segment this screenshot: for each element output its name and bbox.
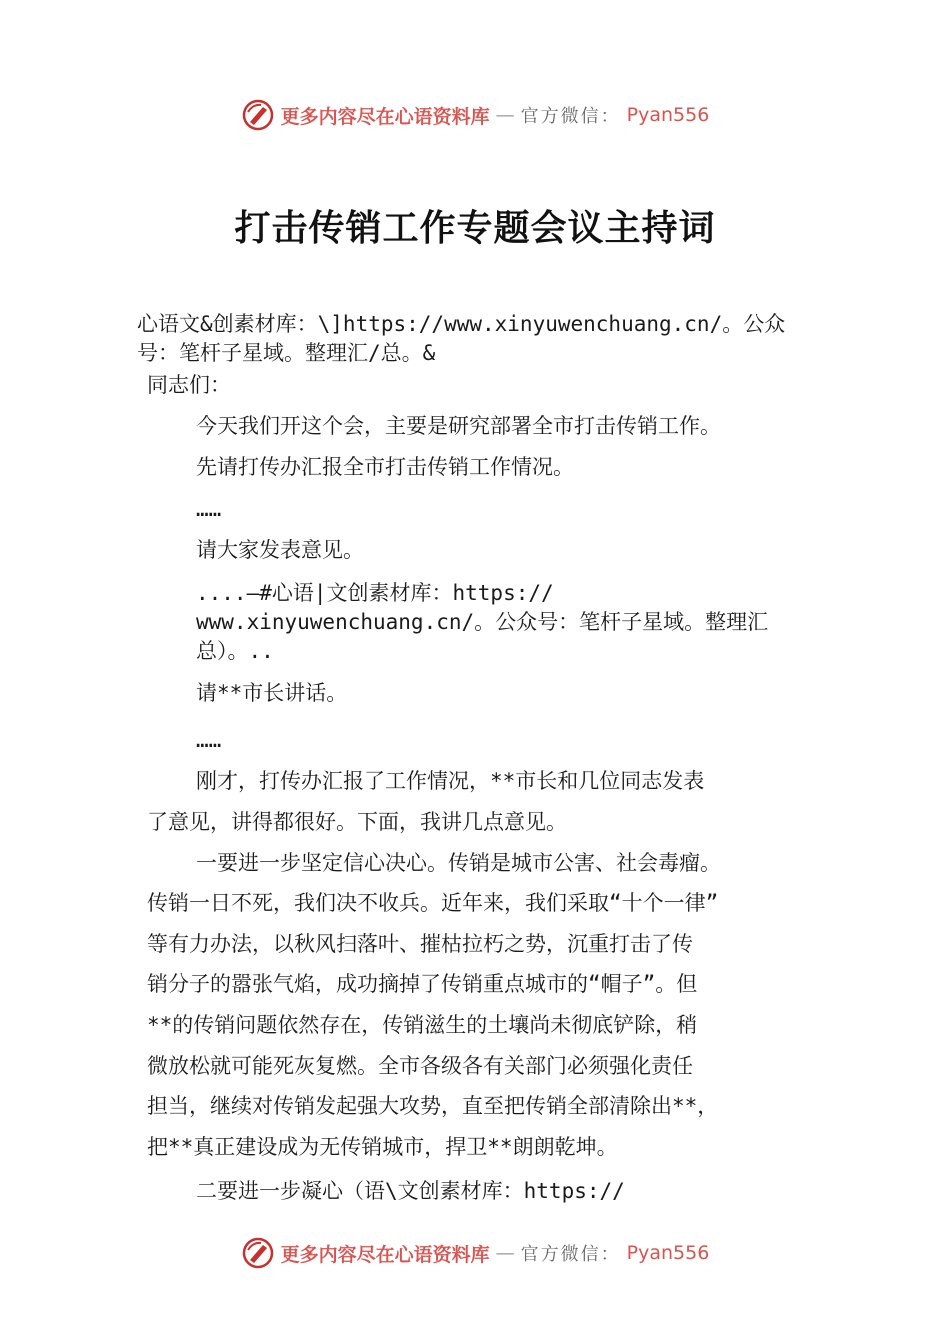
- logo-icon: [241, 1236, 275, 1270]
- banner-dash: —: [495, 1242, 515, 1264]
- body-line: 号：笔杆子星域。整理汇/总。&: [137, 341, 436, 365]
- header-banner: [0, 95, 950, 135]
- document-title: 打击传销工作专题会议主持词: [234, 207, 716, 249]
- body-line: 请大家发表意见。: [196, 538, 364, 562]
- banner-brand: 更多内容尽在心语资料库: [280, 1243, 490, 1266]
- body-line: 等有力办法，以秋风扫落叶、摧枯拉朽之势，沉重打击了传: [147, 932, 693, 956]
- body-line: ……: [196, 497, 222, 521]
- banner-brand: 更多内容尽在心语资料库: [280, 105, 490, 128]
- body-line: 刚才，打传办汇报了工作情况，**市长和几位同志发表: [196, 769, 705, 793]
- body-line: 传销一日不死，我们决不收兵。近年来，我们采取“十个一律”: [147, 891, 719, 915]
- body-line: 一要进一步坚定信心决心。传销是城市公害、社会毒瘤。: [196, 851, 721, 875]
- body-line: 今天我们开这个会，主要是研究部署全市打击传销工作。: [196, 414, 721, 438]
- body-line: 二要进一步凝心（语\文创素材库：https://: [196, 1179, 625, 1203]
- banner-official: 官方微信：: [520, 106, 621, 127]
- logo-icon: [241, 98, 275, 132]
- body-line: 了意见，讲得都很好。下面，我讲几点意见。: [147, 810, 567, 834]
- body-line: 请**市长讲话。: [196, 681, 348, 705]
- body-line: 担当，继续对传销发起强大攻势，直至把传销全部清除出**，: [147, 1094, 719, 1118]
- body-line: 把**真正建设成为无传销城市，捍卫**朗朗乾坤。: [147, 1135, 618, 1159]
- body-line: 心语文&创素材库：\]https://www.xinyuwenchuang.cn/。公众: [137, 312, 786, 336]
- body-line: 先请打传办汇报全市打击传销工作情况。: [196, 455, 574, 479]
- body-line: 总）。..: [196, 639, 274, 663]
- banner-official: 官方微信：: [520, 1244, 621, 1265]
- body-line: **的传销问题依然存在，传销滋生的土壤尚未彻底铲除，稍: [147, 1013, 698, 1037]
- body-line: 微放松就可能死灰复燃。全市各级各有关部门必须强化责任: [147, 1054, 693, 1078]
- body-line: ……: [196, 728, 222, 752]
- body-line: 销分子的嚣张气焰，成功摘掉了传销重点城市的“帽子”。但: [147, 972, 698, 996]
- body-line: www.xinyuwenchuang.cn/。公众号：笔杆子星域。整理汇: [196, 610, 769, 634]
- banner-dash: —: [495, 104, 515, 126]
- banner-wechat-id: Pyan556: [626, 104, 710, 126]
- banner-wechat-id: Pyan556: [626, 1242, 710, 1264]
- body-line: 同志们：: [147, 373, 231, 397]
- footer-banner: [0, 1233, 950, 1273]
- body-line: ....—#心语|文创素材库：https://: [196, 581, 554, 605]
